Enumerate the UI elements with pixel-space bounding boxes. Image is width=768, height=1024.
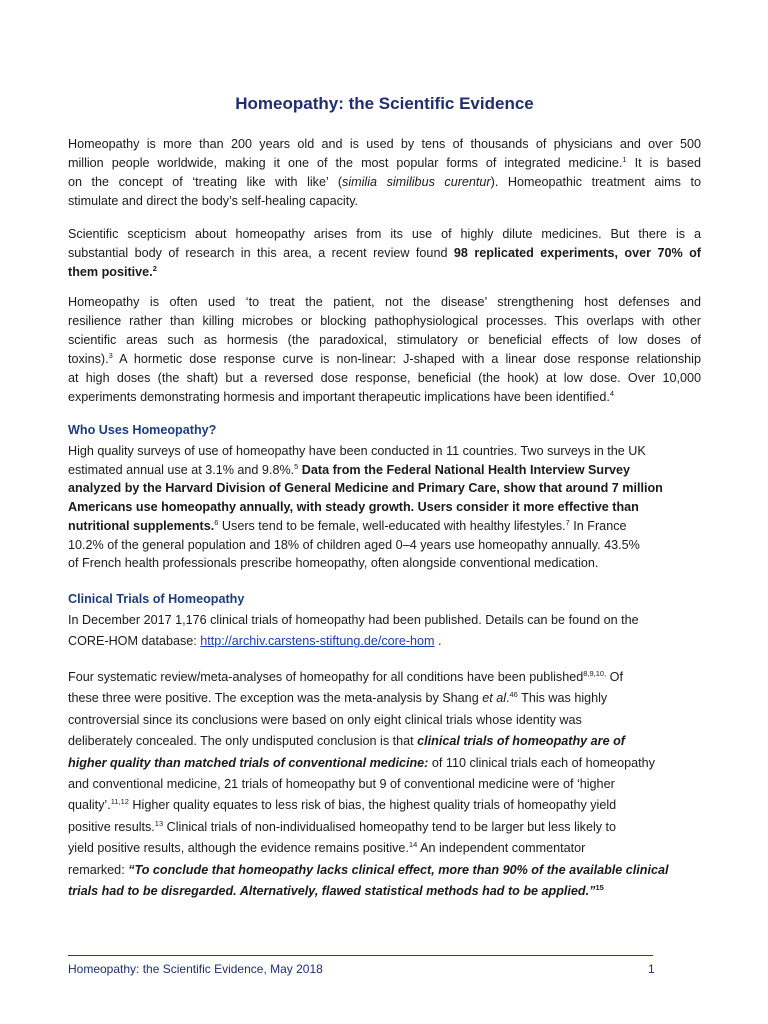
text-line: of French health professionals prescribe homeopathy, often alongside conventional medication. bbox=[68, 556, 599, 571]
text-line: remarked: “To conclude that homeopathy lacks clinical effect, more than 90% of the available clinical bbox=[68, 862, 669, 877]
text-line: analyzed by the Harvard Division of General Medicine and Primary Care, show that around 7 million bbox=[68, 481, 663, 496]
text-line: million people worldwide, making it one of the most popular forms of integrated medicine.$^1$ It is based bbox=[68, 155, 702, 170]
text-line: substantial body of research in this area, a recent review found 98 replicated experiments, over 70% of bbox=[68, 246, 701, 260]
text-line: them positive.$^2$ bbox=[68, 264, 157, 279]
who-uses-paragraph bbox=[68, 442, 701, 573]
page-number: 1 bbox=[648, 962, 655, 976]
text-line: Scientific scepticism about homeopathy arises from its use of highly dilute medicines. But there is a bbox=[68, 227, 701, 241]
clinical-trials-paragraph bbox=[68, 610, 701, 653]
hormesis-paragraph bbox=[68, 293, 701, 407]
text-line: stimulate and direct the body’s self-healing capacity. bbox=[68, 194, 359, 208]
text-line: High quality surveys of use of homeopathy have been conducted in 11 countries. Two surveys in the UK bbox=[68, 444, 646, 458]
text-line: toxins).$^3$ A hormetic dose response curve is non-linear: J-shaped with a linear dose response relationship bbox=[68, 351, 701, 366]
text-line: estimated annual use at 3.1% and 9.8%.$^5$ Data from the Federal National Health Interview Survey bbox=[68, 461, 631, 477]
text-line: yield positive results, although the evidence remains positive.$^{14}$ An independent commentator bbox=[68, 840, 586, 856]
text-line: CORE-HOM database: http://archiv.carstens-stiftung.de/core-hom . bbox=[68, 634, 442, 649]
section-heading-clinical-trials: Clinical Trials of Homeopathy bbox=[68, 592, 245, 606]
text-line: trials had to be disregarded. Alternatively, flawed statistical methods had to be applied.”$^{15}$ bbox=[68, 883, 604, 899]
footer-divider bbox=[68, 955, 653, 956]
text-line: experiments demonstrating hormesis and important therapeutic implications have been identified.$^4$ bbox=[68, 389, 614, 404]
text-line: positive results.$^{13}$ Clinical trials of non-individualised homeopathy tend to be larger but less likely to bbox=[68, 818, 617, 834]
reviews-paragraph bbox=[68, 667, 701, 902]
text-line: resilience rather than killing microbes or blocking pathophysiological processes. This overlaps with other bbox=[68, 314, 701, 328]
text-line: scientific areas such as hormesis (the paradoxical, stimulatory or beneficial effects of low doses of bbox=[68, 333, 701, 347]
page-title: Homeopathy: the Scientific Evidence bbox=[235, 94, 534, 113]
scepticism-paragraph bbox=[68, 225, 701, 282]
text-line: Homeopathy is often used ‘to treat the patient, not the disease’ strengthening host defenses and bbox=[68, 295, 701, 309]
text-line: Americans use homeopathy annually, with steady growth. Users consider it more effective than bbox=[68, 500, 639, 515]
text-line: 10.2% of the general population and 18% of children aged 0–4 years use homeopathy annually. 43.5% bbox=[68, 537, 640, 552]
core-hom-link[interactable]: http://archiv.carstens-stiftung.de/core-hom bbox=[200, 634, 435, 649]
section-heading-who-uses: Who Uses Homeopathy? bbox=[68, 423, 217, 437]
footer-text: Homeopathy: the Scientific Evidence, May 2018 bbox=[68, 962, 323, 976]
text-line: on the concept of ‘treating like with like’ (similia similibus curentur). Homeopathic treatment aims to bbox=[68, 175, 702, 189]
text-line: Homeopathy is more than 200 years old and is used by tens of thousands of physicians and over 500 bbox=[68, 137, 701, 151]
text-line: and conventional medicine, 21 trials of homeopathy but 9 of conventional medicine were of ‘higher bbox=[68, 777, 615, 792]
text-line: quality’.$^{11,12}$ Higher quality equates to less risk of bias, the highest quality trials of homeopathy yield bbox=[68, 797, 617, 813]
text-line: In December 2017 1,176 clinical trials of homeopathy had been published. Details can be found on the bbox=[68, 613, 639, 627]
text-line: these three were positive. The exception was the meta-analysis by Shang et al.$^{46}$ This was highly bbox=[68, 690, 608, 706]
text-line: deliberately concealed. The only undisputed conclusion is that clinical trials of homeopathy are of bbox=[68, 734, 625, 749]
text-line: nutritional supplements.$^6$ Users tend to be female, well-educated with healthy lifestyles.$^7$ In France bbox=[68, 517, 627, 533]
text-line: Four systematic review/meta-analyses of homeopathy for all conditions have been published$^{8,9,10,}$ Of bbox=[68, 669, 623, 684]
text-line: higher quality than matched trials of conventional medicine: of 110 clinical trials each of homeopathy bbox=[68, 755, 655, 770]
intro-paragraph bbox=[68, 135, 701, 211]
text-line: at high doses (the shaft) but a reversed dose response, beneficial (the hook) at low dose. Over 10,000 bbox=[68, 371, 701, 385]
text-line: controversial since its conclusions were based on only eight clinical trials whose identity was bbox=[68, 712, 582, 727]
